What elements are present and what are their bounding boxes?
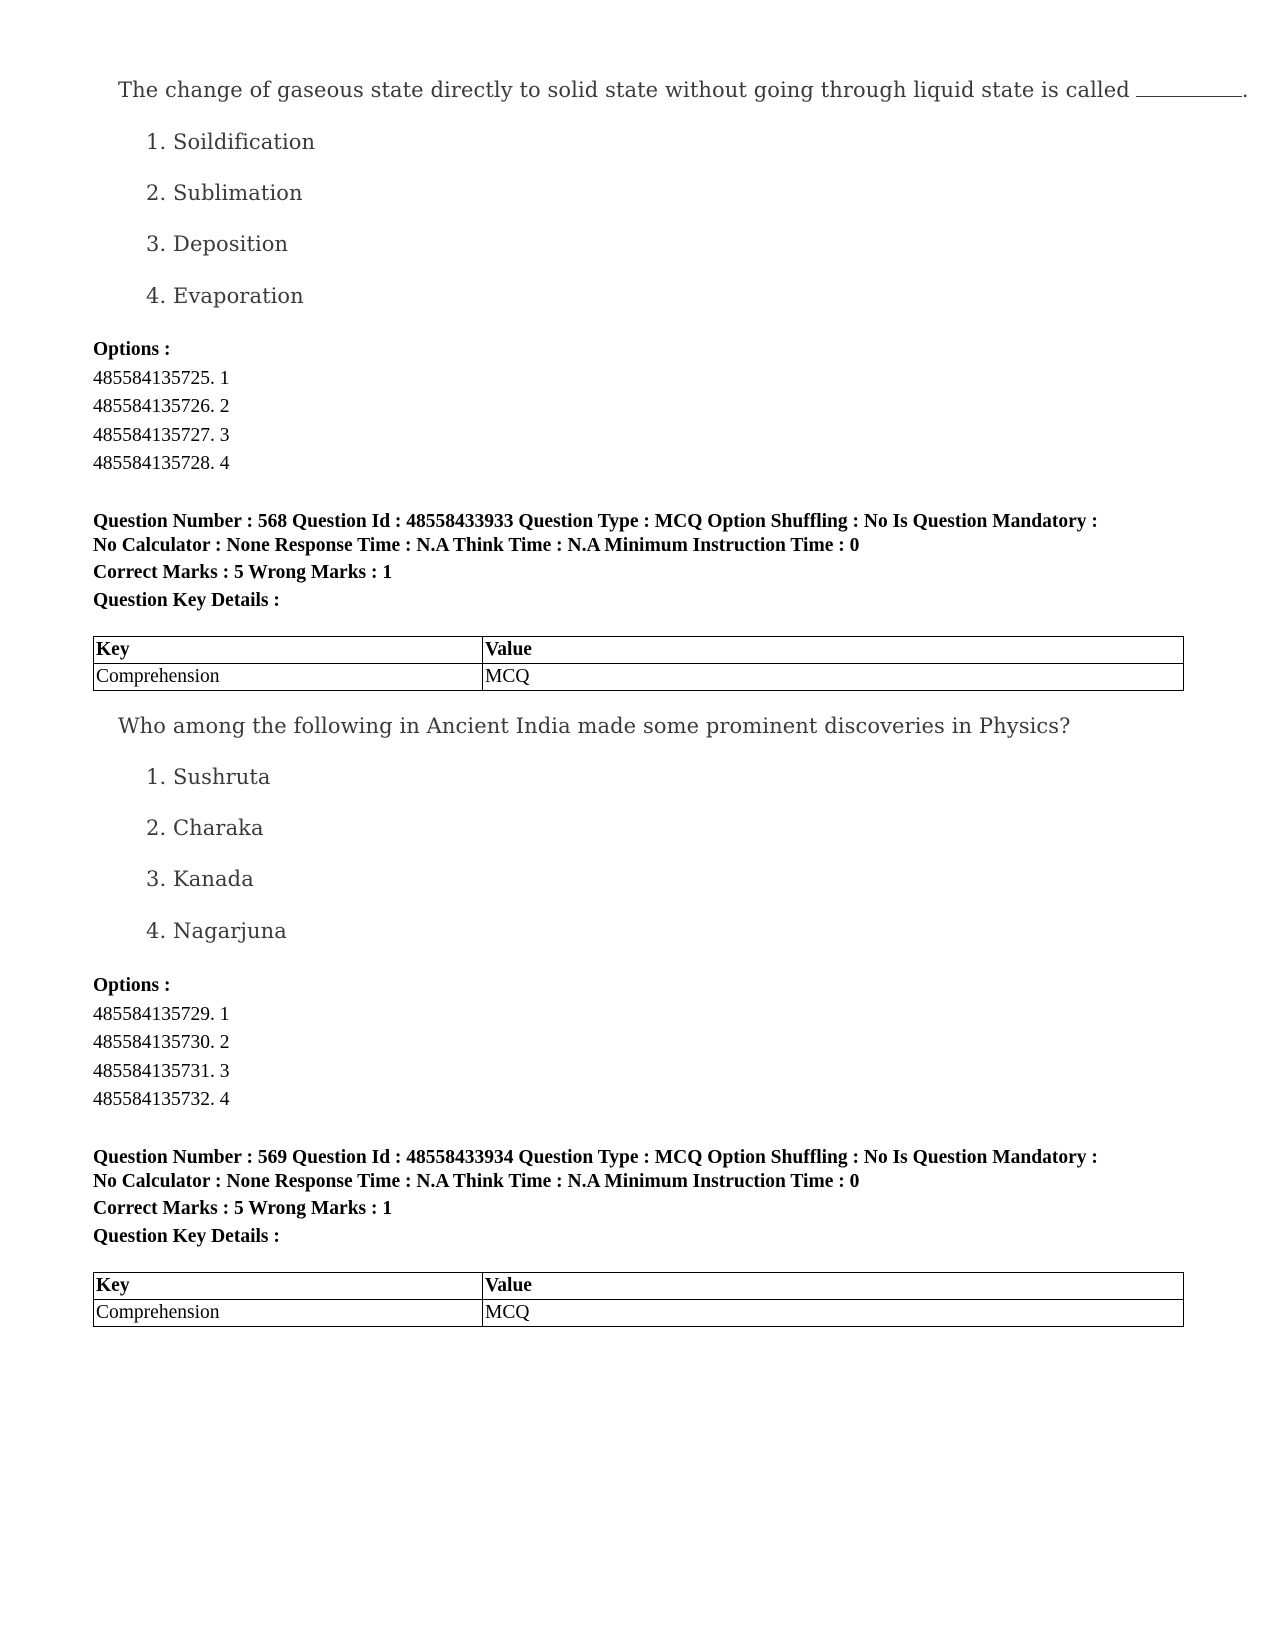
option-item: 485584135725. 1 (93, 367, 230, 389)
question-image-568 (118, 714, 1071, 943)
key-details-table-568 (93, 636, 1184, 691)
options-list-568 (93, 972, 230, 1115)
question-stem: Who among the following in Ancient India made some prominent discoveries in Physics? (118, 714, 1071, 738)
meta-line-1: Question Number : 569 Question Id : 48558433934 Question Type : MCQ Option Shuffling : No Is Question Mandatory : (93, 1147, 1098, 1168)
choice-4: 4. Nagarjuna (146, 919, 287, 943)
key-details-table-569 (93, 1272, 1184, 1327)
choice-1: 1. Sushruta (146, 765, 271, 789)
choice-3: 3. Kanada (146, 867, 254, 891)
option-item: 485584135728. 4 (93, 453, 230, 474)
choice-3: 3. Deposition (146, 232, 289, 256)
header-value: Value (483, 1273, 1184, 1300)
option-item: 485584135727. 3 (93, 424, 230, 446)
meta-line-1: Question Number : 568 Question Id : 48558433933 Question Type : MCQ Option Shuffling : No Is Question Mandatory : (93, 511, 1098, 532)
key-details-title: Question Key Details : (93, 589, 280, 611)
key-details-title: Question Key Details : (93, 1225, 280, 1247)
answer-blank (1136, 80, 1242, 97)
header-value: Value (483, 637, 1184, 664)
table-header-row (94, 637, 1184, 664)
table-header-row (94, 1273, 1184, 1300)
option-item: 485584135731. 3 (93, 1060, 230, 1082)
question-stem: The change of gaseous state directly to solid state without going through liquid state is called . (118, 78, 1249, 102)
question-meta-568 (93, 510, 1193, 612)
meta-line-2: No Calculator : None Response Time : N.A Think Time : N.A Minimum Instruction Time : 0 (93, 1170, 860, 1192)
option-item: 485584135732. 4 (93, 1089, 230, 1110)
option-item: 485584135730. 2 (93, 1032, 230, 1053)
cell-value: MCQ (483, 664, 1184, 691)
choice-1: 1. Soildification (146, 130, 316, 154)
options-title: Options : (93, 339, 171, 360)
marks-line: Correct Marks : 5 Wrong Marks : 1 (93, 1198, 393, 1219)
choice-4: 4. Evaporation (146, 284, 304, 308)
marks-line: Correct Marks : 5 Wrong Marks : 1 (93, 562, 393, 583)
meta-line-2: No Calculator : None Response Time : N.A Think Time : N.A Minimum Instruction Time : 0 (93, 534, 860, 556)
options-list-1 (93, 336, 230, 479)
table-row (94, 664, 1184, 691)
question-image-1 (118, 78, 1249, 308)
header-key: Key (94, 637, 483, 664)
choice-2: 2. Charaka (146, 816, 264, 840)
cell-key: Comprehension (94, 664, 483, 691)
table-row (94, 1300, 1184, 1327)
choice-2: 2. Sublimation (146, 181, 303, 205)
option-item: 485584135726. 2 (93, 396, 230, 417)
cell-value: MCQ (483, 1300, 1184, 1327)
question-meta-569 (93, 1146, 1193, 1248)
cell-key: Comprehension (94, 1300, 483, 1327)
header-key: Key (94, 1273, 483, 1300)
options-title: Options : (93, 975, 171, 996)
option-item: 485584135729. 1 (93, 1003, 230, 1025)
